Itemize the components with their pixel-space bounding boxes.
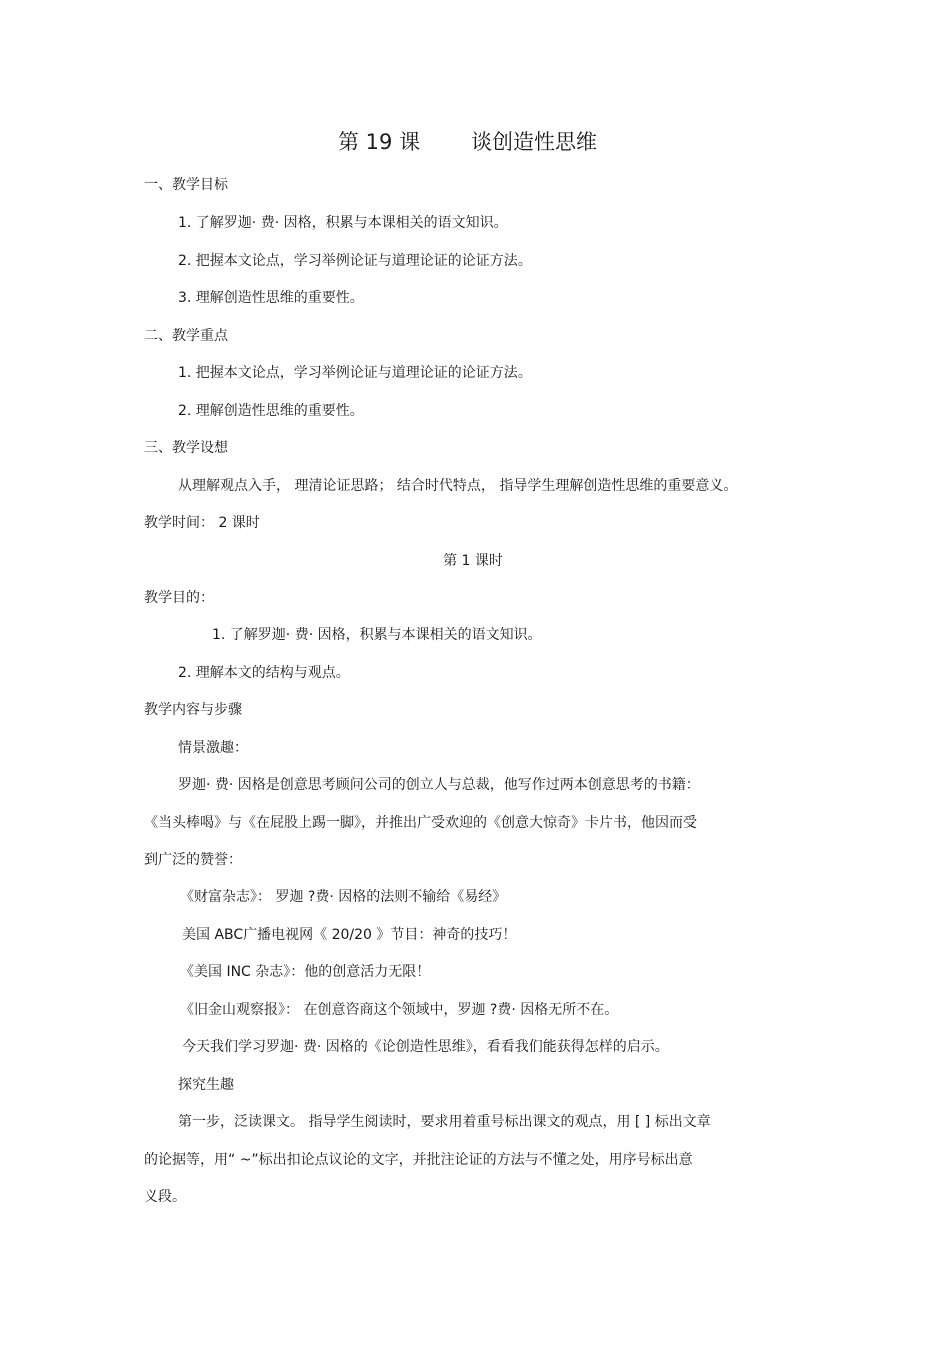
paragraph-line: 《当头棒喝》与《在屁股上踢一脚》，并推出广受欢迎的《创意大惊奇》卡片书，他因而受: [144, 815, 697, 831]
section-heading: 教学内容与步骤: [144, 702, 242, 718]
paragraph-line: 义段。: [144, 1189, 186, 1205]
paragraph-line: 到广泛的赞誉：: [144, 852, 242, 868]
sub-heading: 探究生趣: [178, 1077, 234, 1093]
teaching-time: 教学时间： 2 课时: [144, 515, 260, 531]
paragraph-line: 今天我们学习罗迦· 费· 因格的《论创造性思维》，看看我们能获得怎样的启示。: [182, 1039, 669, 1055]
section-heading: 教学目的：: [144, 590, 214, 606]
lesson-name: 谈创造性思维: [471, 130, 597, 154]
quote-line: 《财富杂志》： 罗迦 ?费· 因格的法则不输给《易经》: [180, 889, 507, 905]
paragraph-line: 的论据等，用“ ~”标出扣论点议论的文字，并批注论证的方法与不懂之处，用序号标出意: [144, 1152, 693, 1168]
list-item: 3. 理解创造性思维的重要性。: [178, 290, 364, 306]
lesson-number: 第 19 课: [338, 130, 421, 154]
list-item: 1. 了解罗迦· 费· 因格，积累与本课相关的语文知识。: [178, 215, 508, 231]
sub-heading: 情景激趣：: [178, 740, 248, 756]
paragraph-line: 第一步，泛读课文。 指导学生阅读时，要求用着重号标出课文的观点，用 [ ] 标出文章: [178, 1114, 711, 1130]
list-item: 2. 把握本文论点，学习举例论证与道理论证的论证方法。: [178, 253, 532, 269]
list-item: 1. 把握本文论点，学习举例论证与道理论证的论证方法。: [178, 365, 532, 381]
section-heading: 二、教学重点: [144, 328, 228, 344]
list-item: 1. 了解罗迦· 费· 因格，积累与本课相关的语文知识。: [212, 627, 542, 643]
lesson-period-heading: 第 1 课时: [443, 553, 503, 569]
quote-line: 美国 ABC广播电视网《 20/20 》节目：神奇的技巧！: [182, 927, 517, 943]
quote-line: 《美国 INC 杂志》：他的创意活力无限！: [180, 964, 431, 980]
list-item: 2. 理解本文的结构与观点。: [178, 665, 350, 681]
paragraph-line: 罗迦· 费· 因格是创意思考顾问公司的创立人与总裁，他写作过两本创意思考的书籍：: [178, 777, 700, 793]
section-heading: 一、教学目标: [144, 177, 228, 193]
section-heading: 三、教学设想: [144, 440, 228, 456]
quote-line: 《旧金山观察报》： 在创意咨商这个领域中，罗迦 ?费· 因格无所不在。: [180, 1002, 619, 1018]
list-item: 2. 理解创造性思维的重要性。: [178, 403, 364, 419]
paragraph-line: 从理解观点入手， 理清论证思路； 结合时代特点， 指导学生理解创造性思维的重要意义。: [178, 478, 738, 494]
